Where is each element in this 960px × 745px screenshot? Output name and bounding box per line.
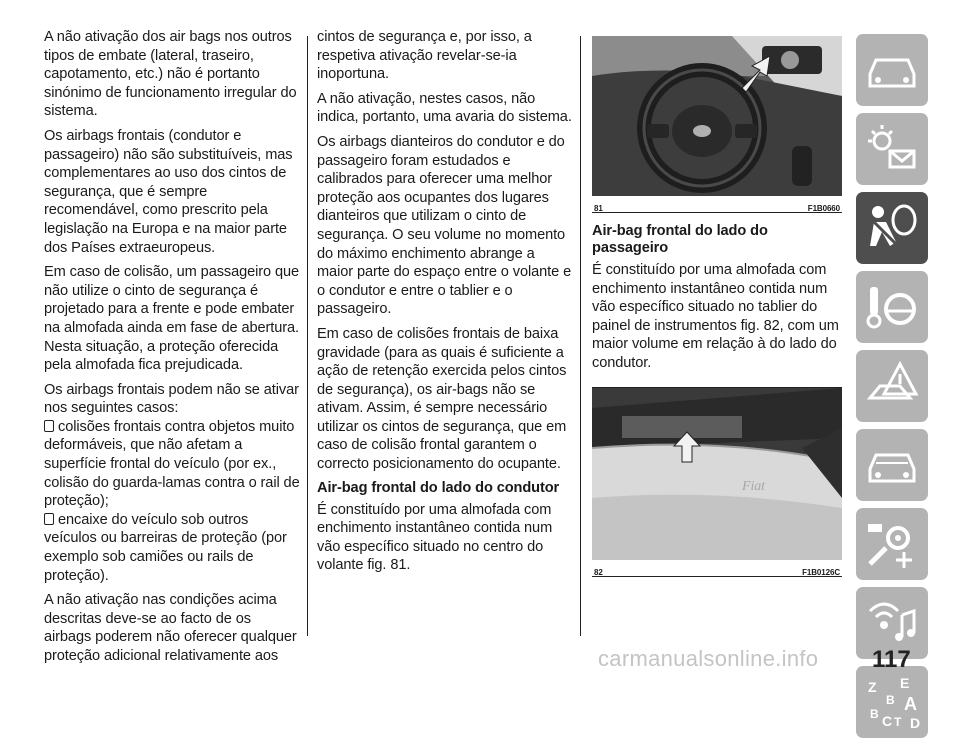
warning-lights-icon xyxy=(856,113,928,185)
section-heading: Air-bag frontal do lado do passageiro xyxy=(592,223,768,256)
paragraph: A não ativação, nestes casos, não indica, portanto, uma avaria do sistema. xyxy=(317,90,572,126)
figure-code: F1B0660 xyxy=(807,204,840,213)
section-heading: Air-bag frontal do lado do condutor xyxy=(317,479,560,496)
car-dashboard-icon xyxy=(856,34,928,106)
figure-caption xyxy=(592,196,842,212)
svg-text:E: E xyxy=(900,675,910,691)
svg-text:C: C xyxy=(882,713,893,729)
steering-wheel-photo xyxy=(592,36,842,196)
paragraph: Os airbags frontais podem não se ativar nos seguintes casos: xyxy=(44,381,299,417)
paragraph: cintos de segurança e, por isso, a respetiva ativação revelar-se-ia inoportuna. xyxy=(317,29,532,83)
tab-starting-driving[interactable] xyxy=(856,271,928,343)
paragraph: É constituído por uma almofada com enchimento instantâneo contida num vão específico situado no tablier do painel de instrumentos fig. 82, com um maior volume em relação à do lado do condutor. xyxy=(592,262,839,371)
figure-caption xyxy=(592,560,842,576)
key-steering-wheel-icon xyxy=(856,271,928,343)
column-divider xyxy=(307,36,308,636)
page-number: 117 xyxy=(872,646,911,673)
paragraph: A não ativação dos air bags nos outros tipos de embate (lateral, traseiro, capotamento, etc.) não é portanto sinónimo de funcionamento irregular do sistema. xyxy=(44,29,297,120)
tab-warning-lights[interactable] xyxy=(856,113,928,185)
svg-text:A: A xyxy=(904,694,917,714)
svg-text:B: B xyxy=(870,707,879,721)
paragraph: É constituído por uma almofada com enchimento instantâneo contida num vão específico situado no centro do volante fig. 81. xyxy=(317,501,553,574)
bullet-text: colisões frontais contra objetos muito deformáveis, que não afetam a superfície frontal do veículo (por ex., colisão do guarda-lamas contra o rail de proteção); xyxy=(44,418,300,510)
paragraph: Os airbags dianteiros do condutor e do passageiro foram estudados e calibrados para oferecer uma melhor proteção aos ocupantes dos lugares dianteiros que utilizam o cinto de segurança. O seu volume no momento do máximo enchimento abrange a maior parte do espaço entre o volante e o condutor e entre o tablier e o passageiro. xyxy=(317,133,572,318)
tab-technical-data[interactable] xyxy=(856,508,928,580)
bullet-text: encaixe do veículo sob outros veículos ou barreiras de proteção (por exemplo sob camiões ou rails de proteção). xyxy=(44,511,287,584)
paragraph: Em caso de colisão, um passageiro que não utilize o cinto de segurança é projetado para a frente e pode embater na almofada ainda em fase de abertura. Nesta situação, a proteção oferecida pela almofada fica prejudicada. xyxy=(44,264,300,374)
svg-text:D: D xyxy=(910,715,921,731)
alphabetical-index-icon xyxy=(856,666,928,738)
svg-text:Z: Z xyxy=(868,679,877,695)
bullet-item xyxy=(44,511,302,585)
figure-82 xyxy=(592,387,842,577)
svg-text:T: T xyxy=(894,715,902,729)
text-column-2 xyxy=(317,28,572,581)
bullet-icon xyxy=(44,513,54,525)
figure-number: 81 xyxy=(594,204,603,213)
tab-safety[interactable] xyxy=(856,192,928,264)
text-column-3 xyxy=(592,36,842,577)
car-maintenance-icon xyxy=(856,429,928,501)
roadside-emergency-icon xyxy=(856,350,928,422)
column-divider xyxy=(580,36,581,636)
svg-text:B: B xyxy=(886,693,895,707)
tools-settings-icon xyxy=(856,508,928,580)
tab-emergency[interactable] xyxy=(856,350,928,422)
svg-text:Fiat: Fiat xyxy=(742,478,765,494)
chapter-tabs xyxy=(856,34,928,745)
airbag-seatbelt-icon xyxy=(856,192,928,264)
paragraph: Em caso de colisões frontais de baixa gravidade (para as quais é suficiente a ação de retenção exercida pelos cintos de segurança), os air-bags não se ativam. Assim, é sempre necessário utilizar os cintos de segurança, que em caso de colisão frontal garantem o correcto posicionamento do ocupante. xyxy=(317,325,567,473)
figure-code: F1B0126C xyxy=(802,567,840,577)
passenger-dashboard-photo xyxy=(592,388,842,560)
watermark: carmanualsonline.info xyxy=(598,646,819,671)
tab-index[interactable] xyxy=(856,666,928,738)
figure-81 xyxy=(592,36,842,213)
tab-getting-to-know-car[interactable] xyxy=(856,34,928,106)
tab-maintenance[interactable] xyxy=(856,429,928,501)
text-column-1 xyxy=(44,28,302,672)
bullet-item xyxy=(44,418,302,511)
bullet-icon xyxy=(44,420,54,432)
paragraph: A não ativação nas condições acima descritas deve-se ao facto de os airbags poderem não oferecer qualquer proteção adicional relativamente aos xyxy=(44,592,297,664)
paragraph: Os airbags frontais (condutor e passageiro) não são substituíveis, mas complementares ao uso dos cintos de segurança, que é sempre recomendável, como prescrito pela legislação na Europa e na maior parte dos Países extraeuropeus. xyxy=(44,127,293,256)
figure-number: 82 xyxy=(594,567,603,577)
